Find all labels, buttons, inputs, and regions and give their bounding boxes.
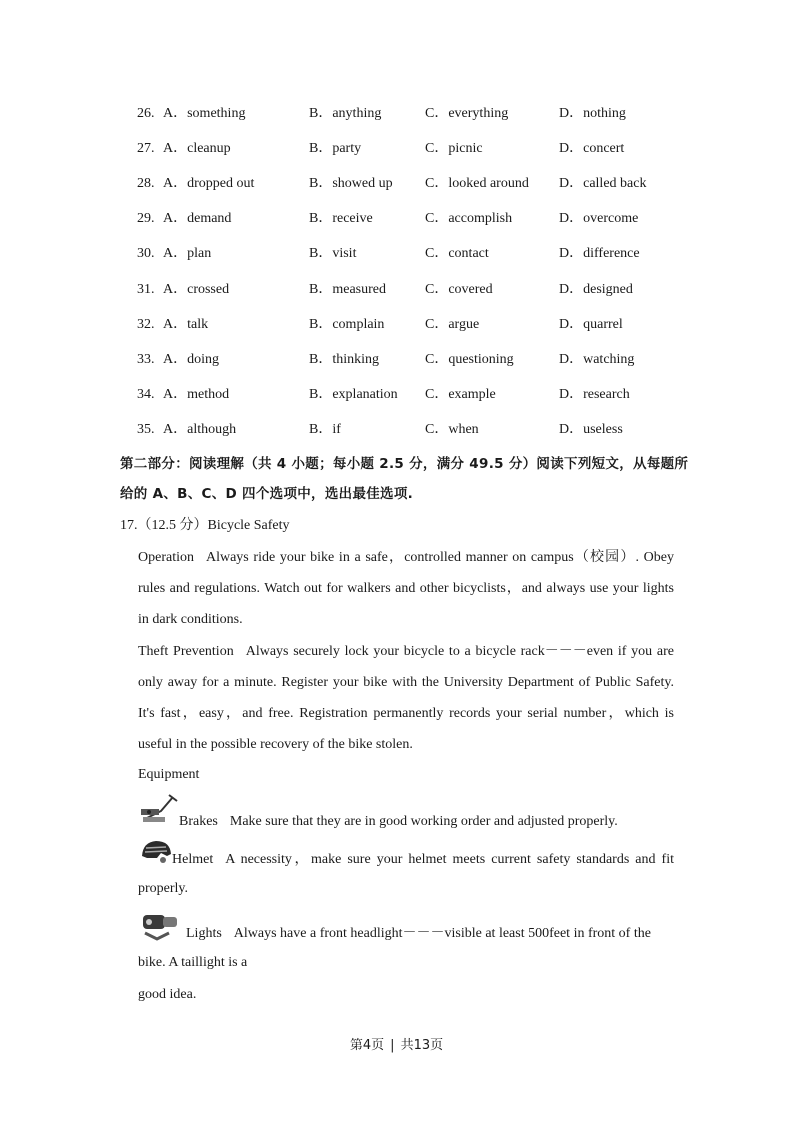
option-a: A．cleanup [163,141,231,156]
lights-line-1 [186,924,651,944]
option-a: A．demand [163,211,232,226]
question-number: 35. [137,422,155,437]
brakes-icon [139,793,179,827]
option-d: D．called back [559,176,647,191]
question-row-32 [0,315,793,335]
option-a: A．something [163,106,246,121]
passage-question-label: 17.（12.5 分）Bicycle Safety [120,518,290,533]
footer-separator: | [390,1038,395,1053]
theft-prevention-text: Always securely lock your bicycle to a bicycle rack－－－even if you are only away for a minute. Register your bike with the University Department of Public Safety. It's fast，easy，and free. Registration permanently records your serial number，which is useful in the possible recovery of the bike stolen. [138,644,674,752]
option-c: C．everything [425,106,509,121]
option-c: C．when [425,422,479,437]
option-d: D．overcome [559,211,639,226]
option-a: A．dropped out [163,176,255,191]
option-a: A．method [163,387,230,402]
question-row-29 [0,209,793,229]
option-a: A．talk [163,317,209,332]
lights-icon [139,909,185,943]
option-d: D．nothing [559,106,626,121]
helmet-paragraph [138,845,674,903]
lights-text-line-3: good idea. [138,987,197,1002]
helmet-text: A necessity，make sure your helmet meets current safety standards and fit properly. [138,852,674,896]
option-a: A．doing [163,352,219,367]
brakes-text: Make sure that they are in good working order and adjusted properly. [229,814,618,829]
question-row-33 [0,350,793,370]
question-row-27 [0,139,793,159]
option-d: D．difference [559,246,640,261]
brakes-title: Brakes [179,814,218,829]
operation-paragraph [138,542,674,635]
question-number: 28. [137,176,155,191]
lights-text-line-2: bike. A taillight is a [138,955,248,970]
question-row-26 [0,104,793,124]
theft-prevention-paragraph [138,636,674,760]
option-c: C．accomplish [425,211,513,226]
option-b: B．showed up [309,176,393,191]
option-d: D．designed [559,282,633,297]
option-c: C．picnic [425,141,483,156]
option-a: A．crossed [163,282,230,297]
operation-title: Operation [138,550,194,565]
page-footer [0,1036,793,1056]
lights-text-line-1: Always have a front headlight－－－visible at least 500feet in front of the [233,926,651,941]
option-d: D．concert [559,141,625,156]
section-heading-line-2: 给的 A、B、C、D 四个选项中，选出最佳选项. [120,486,414,502]
question-number: 33. [137,352,155,367]
option-a: A．plan [163,246,212,261]
question-number: 26. [137,106,155,121]
option-d: D．watching [559,352,635,367]
theft-prevention-title: Theft Prevention [138,644,234,659]
option-c: C．argue [425,317,480,332]
question-number: 31. [137,282,155,297]
option-b: B．visit [309,246,357,261]
option-c: C．contact [425,246,489,261]
option-d: D．research [559,387,630,402]
question-number: 34. [137,387,155,402]
helmet-title: Helmet [172,852,214,867]
option-b: B．complain [309,317,385,332]
option-b: B．receive [309,211,373,226]
total-pages: 共13页 [400,1038,444,1053]
option-c: C．looked around [425,176,529,191]
option-b: B．anything [309,106,382,121]
option-c: C．covered [425,282,493,297]
lights-title: Lights [186,926,222,941]
question-row-35 [0,420,793,440]
question-number: 30. [137,246,155,261]
question-number: 29. [137,211,155,226]
equipment-title: Equipment [138,767,200,782]
option-b: B．if [309,422,341,437]
section-heading-line-1: 第二部分：阅读理解（共 4 小题；每小题 2.5 分，满分 49.5 分）阅读下列短文，从每题所 [120,456,689,472]
option-b: B．thinking [309,352,380,367]
option-d: D．quarrel [559,317,623,332]
option-a: A．although [163,422,237,437]
option-b: B．measured [309,282,386,297]
question-number: 27. [137,141,155,156]
question-row-34 [0,385,793,405]
operation-text: Always ride your bike in a safe，controlled manner on campus（校园）. Obey rules and regulations. Watch out for walkers and other bicyclists，and always use your lights in dark conditions. [138,550,674,627]
option-c: C．example [425,387,496,402]
page-number: 第4页 [349,1038,385,1053]
question-row-31 [0,280,793,300]
brakes-line [179,812,618,832]
question-row-28 [0,174,793,194]
option-b: B．explanation [309,387,398,402]
option-b: B．party [309,141,362,156]
question-number: 32. [137,317,155,332]
question-row-30 [0,244,793,264]
option-c: C．questioning [425,352,514,367]
option-d: D．useless [559,422,623,437]
